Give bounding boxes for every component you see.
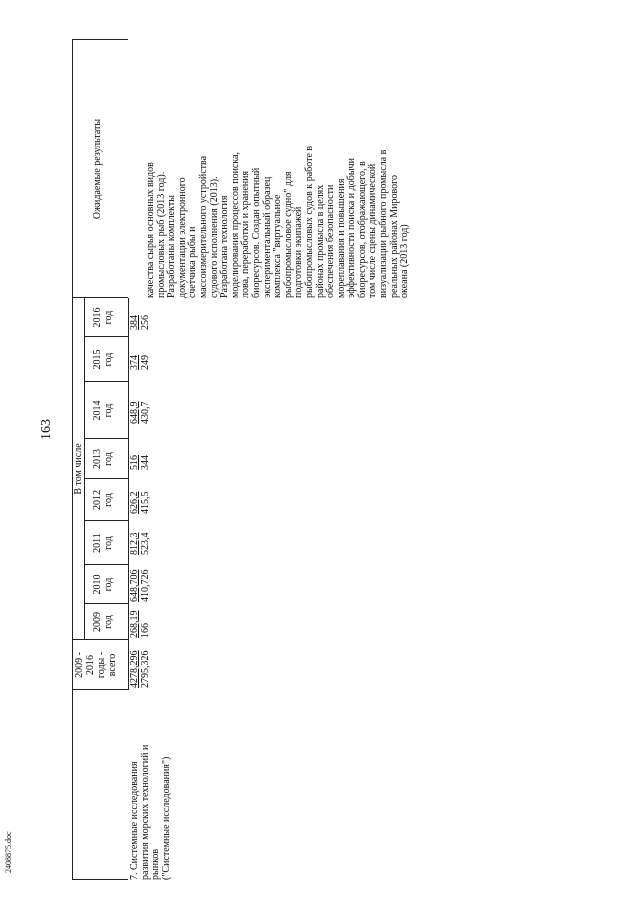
table-left-rule [72, 879, 128, 880]
results-line: визуализации рыбного промысла в [378, 149, 390, 298]
results-line: экспериментальный образец [261, 176, 273, 298]
value-2013: 516 344 [129, 455, 151, 470]
value-2016: 384 256 [129, 315, 151, 330]
header-year-2013: 2013 год [92, 449, 114, 469]
rotated-table [72, 40, 632, 880]
value-2009: 268,19 166 [129, 610, 151, 638]
value-2011: 812,3 523,4 [129, 532, 151, 555]
in-number-rule [84, 298, 85, 640]
results-line: комплекса "виртуальное [272, 194, 284, 298]
results-line: океана (2013 год) [399, 224, 411, 298]
page-number: 163 [39, 419, 54, 440]
results-line: лова, переработки и хранения [240, 170, 252, 298]
results-line: рыбопромысловое судно" для [282, 171, 294, 298]
results-line: счетчика рыбы и [187, 226, 199, 298]
value-total: 4278,296 2795,326 [129, 650, 151, 688]
results-line: биоресурсов, отображающего, в [356, 161, 368, 298]
results-line: моделирования процессов поиска, [229, 151, 241, 298]
results-line: реальных районах Мирового [388, 174, 400, 298]
header-year-2015: 2015 год [92, 349, 114, 370]
header-expected-results: Ожидаемые результаты [92, 118, 103, 220]
results-line: Разработана технология [219, 195, 231, 298]
results-line: эффективности поиска и добычи [346, 158, 358, 298]
results-line: подготовки экипажей [293, 206, 305, 298]
header-total: 2009 - 2016 годы - всего [74, 651, 118, 679]
expected-results-text [146, 40, 411, 298]
value-2012: 626,2 415,5 [129, 491, 151, 514]
results-line: рыбопромысловых судов к работе в [303, 145, 315, 298]
header-year-2011: 2011 год [92, 533, 114, 553]
value-2010: 648,706 410,726 [129, 569, 151, 602]
header-year-2009: 2009 год [92, 612, 114, 632]
results-line: том числе сцены динамической [367, 163, 379, 298]
results-line: документации электронного [176, 177, 188, 298]
header-year-2010: 2010 год [92, 574, 114, 595]
results-line: биоресурсов. Создан опытный [250, 167, 262, 298]
header-in-that-number: В том числе [73, 443, 84, 495]
results-line: Разработаны комплекты [166, 195, 178, 298]
value-2014: 648,9 430,7 [129, 401, 151, 424]
results-line: мореплавания и повышения [335, 178, 347, 298]
results-line: районах промысла в целях [314, 184, 326, 298]
header-year-2012: 2012 год [92, 490, 114, 510]
results-line: промысловых рыб (2013 год). [155, 171, 167, 298]
results-line: качества сырья основных видов [145, 162, 156, 298]
value-2015: 374 249 [129, 355, 151, 370]
row-label: 7. Системные исследования развития морских технологий и рынков ("Системные исследования") [129, 744, 172, 880]
document-id: 2408875.doc [4, 831, 13, 873]
header-year-2014: 2014 год [92, 400, 114, 421]
results-line: массоизмерительного устройства [197, 155, 209, 298]
header-year-2016: 2016 год [92, 307, 114, 328]
results-line: обеспечения безопасности [325, 184, 337, 298]
results-line: судового исполнения (2013). [208, 176, 220, 298]
